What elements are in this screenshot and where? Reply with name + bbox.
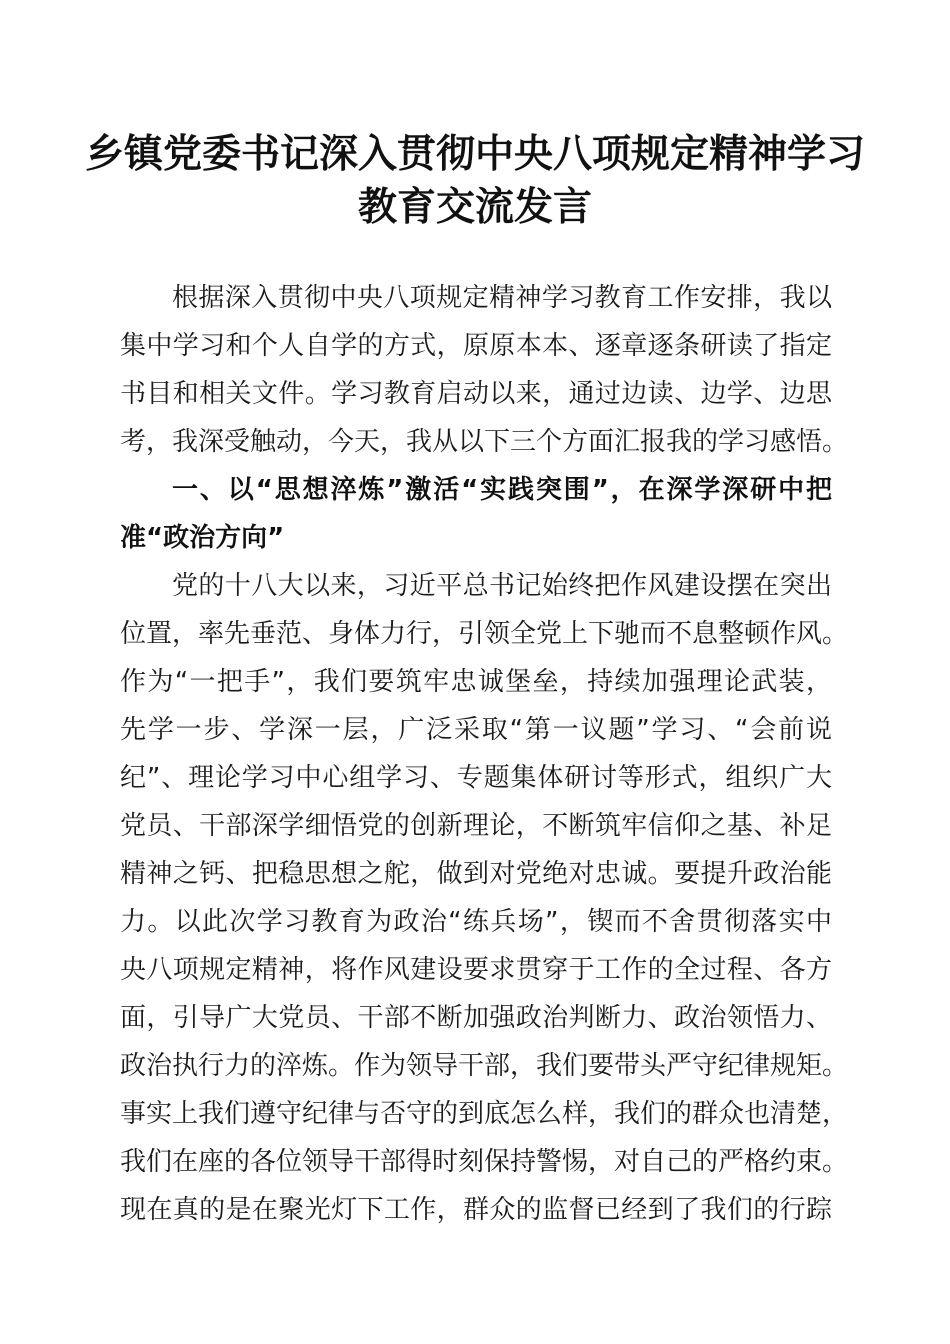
title-line-2: 教育交流发言 [357,184,592,230]
paragraph-line: 我们在座的各位领导干部得时刻保持警惕，对自己的严格约束。 [120,1147,849,1177]
paragraph-line: 考，我深受触动，今天，我从以下三个方面汇报我的学习感悟。 [120,427,849,457]
paragraph-line: 面，引导广大党员、干部不断加强政治判断力、政治领悟力、 [120,1003,832,1033]
paragraph-line: 集中学习和个人自学的方式，原原本本、逐章逐条研读了指定 [120,331,832,361]
paragraph-line: 精神之钙、把稳思想之舵，做到对党绝对忠诚。要提升政治能 [120,859,832,889]
paragraph-section-1 [120,562,849,1234]
document-title [0,128,950,234]
heading-line: 一、以“思想淬炼”激活“实践突围”，在深学深研中把 [172,475,832,505]
paragraph-line: 现在真的是在聚光灯下工作，群众的监督已经到了我们的行踪 [120,1195,832,1225]
section-heading-1 [120,466,832,562]
paragraph-line: 事实上我们遵守纪律与否守的到底怎么样，我们的群众也清楚， [120,1099,849,1129]
title-line-1: 乡镇党委书记深入贯彻中央八项规定精神学习 [84,131,865,177]
paragraph-line: 力。以此次学习教育为政治“练兵场”，锲而不舍贯彻落实中 [120,907,832,937]
paragraph-line: 作为“一把手”，我们要筑牢忠诚堡垒，持续加强理论武装， [120,667,832,697]
document-body [120,274,849,1234]
paragraph-line: 政治执行力的淬炼。作为领导干部，我们要带头严守纪律规矩。 [120,1051,849,1081]
paragraph-line: 位置，率先垂范、身体力行，引领全党上下驰而不息整顿作风。 [120,619,849,649]
paragraph-line: 根据深入贯彻中央八项规定精神学习教育工作安排，我以 [172,283,832,313]
heading-line: 准“政治方向” [120,523,285,553]
paragraph-line: 纪”、理论学习中心组学习、专题集体研讨等形式，组织广大 [120,763,832,793]
paragraph-line: 央八项规定精神，将作风建设要求贯穿于工作的全过程、各方 [120,955,832,985]
paragraph-line: 党的十八大以来，习近平总书记始终把作风建设摆在突出 [172,571,832,601]
paragraph-line: 先学一步、学深一层，广泛采取“第一议题”学习、“会前说 [120,715,832,745]
paragraph-line: 党员、干部深学细悟党的创新理论，不断筑牢信仰之基、补足 [120,811,832,841]
paragraph-intro [120,274,849,466]
paragraph-line: 书目和相关文件。学习教育启动以来，通过边读、边学、边思 [120,379,832,409]
